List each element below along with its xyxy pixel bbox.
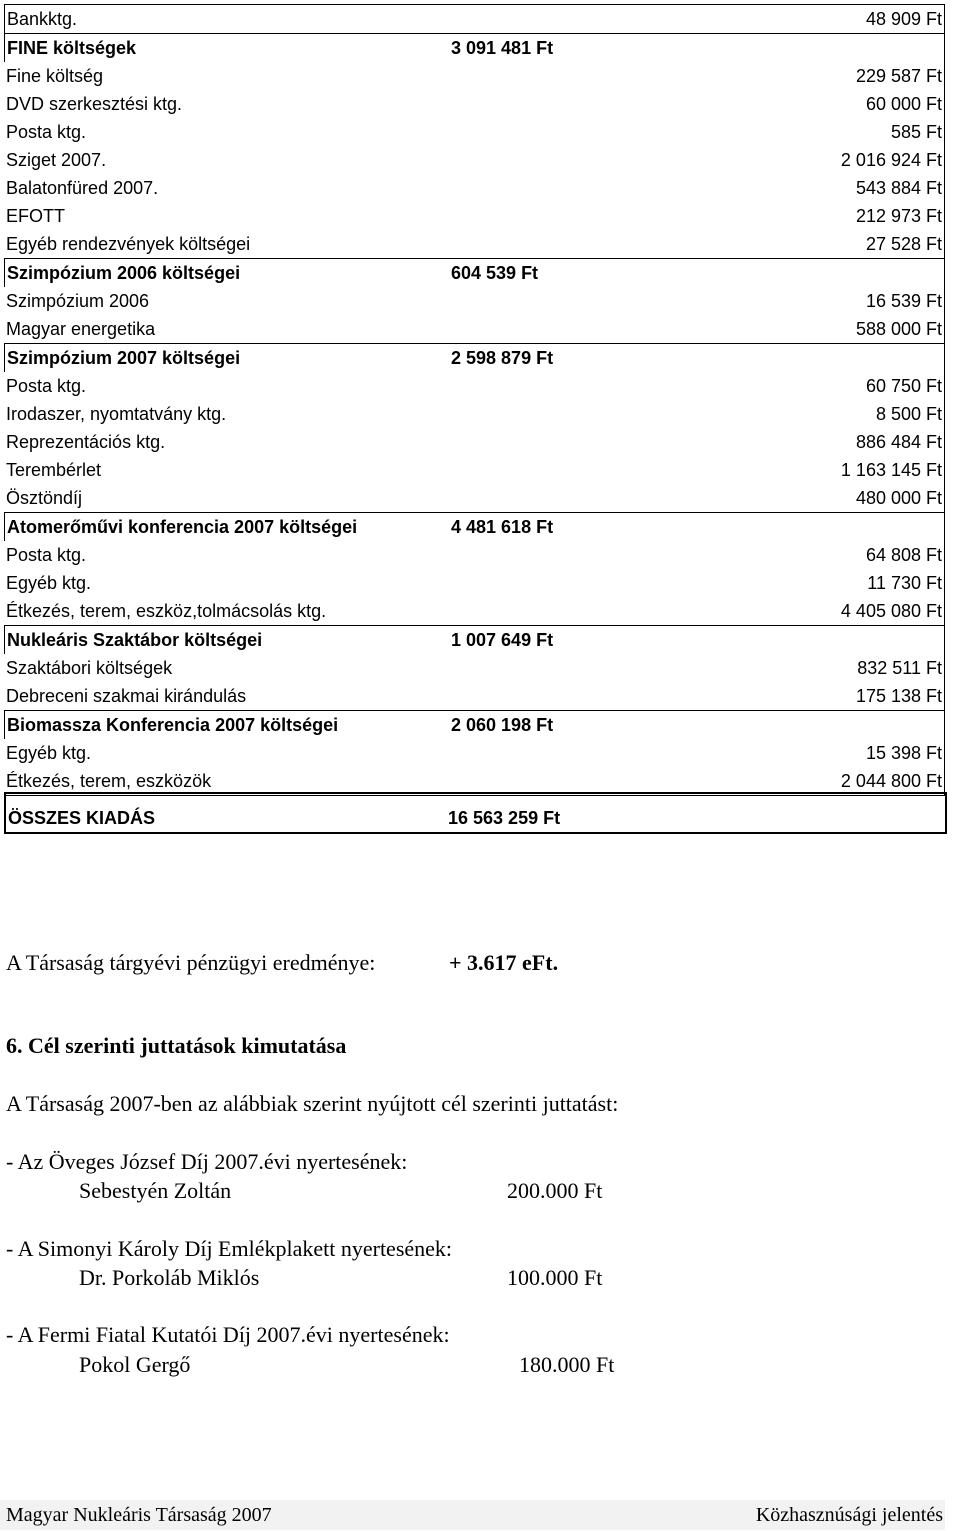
award-winner: Pokol Gergő [79,1352,191,1377]
row-label: Szimpózium 2006 [6,291,150,311]
row-label: DVD szerkesztési ktg. [6,94,183,114]
award-winner: Sebestyén Zoltán [79,1178,232,1203]
row-amount: 886 484 Ft [855,432,942,452]
table-row [4,90,945,118]
total-label: ÖSSZES KIADÁS [8,808,156,828]
row-label: Fine költség [6,66,104,86]
footer-report-title: Közhasznúsági jelentés [755,1504,943,1526]
row-label: Terembérlet [6,460,102,480]
table-row [4,287,945,315]
row-amount: 175 138 Ft [855,686,942,706]
row-amount: 27 528 Ft [865,234,942,254]
row-label: Magyar energetika [6,319,156,339]
award-amount: 200.000 Ft [507,1178,603,1203]
group-header-row [4,512,945,541]
table-row [4,174,945,202]
table-row [4,146,945,174]
table-row [4,541,945,569]
row-label: Balatonfüred 2007. [6,178,159,198]
footer-organization: Magyar Nukleáris Társaság 2007 [6,1504,272,1526]
table-row [4,682,945,710]
table-row [4,484,945,512]
table-row [4,400,945,428]
section-intro: A Társaság 2007-ben az alábbiak szerint nyújtott cél szerinti juttatást: [6,1091,619,1116]
page-footer [0,1500,945,1530]
row-label: Posta ktg. [6,376,87,396]
row-amount: 64 808 Ft [865,545,942,565]
group-subtotal: 4 481 618 Ft [451,517,554,537]
table-row [4,654,945,682]
table-row [4,372,945,400]
group-label: Nukleáris Szaktábor költségei [7,630,263,650]
award-title: - A Simonyi Károly Díj Emlékplakett nyertesének: [6,1236,453,1261]
row-label: Posta ktg. [6,122,87,142]
group-header-row [4,343,945,372]
award-amount: 180.000 Ft [519,1352,615,1377]
row-amount: 543 884 Ft [855,178,942,198]
table-row [4,62,945,90]
row-amount: 2 016 924 Ft [840,150,942,170]
row-amount: 2 044 800 Ft [840,771,942,791]
group-label: Szimpózium 2007 költségei [7,348,241,368]
row-amount: 16 539 Ft [865,291,942,311]
row-label: Szaktábori költségek [6,658,173,678]
group-subtotal: 2 060 198 Ft [451,715,554,735]
row-amount: 1 163 145 Ft [840,460,942,480]
row-amount: 229 587 Ft [855,66,942,86]
row-label: Reprezentációs ktg. [6,432,166,452]
table-row [4,202,945,230]
table-row [4,315,945,343]
row-label: EFOTT [6,206,65,226]
row-label: Ösztöndíj [6,488,83,508]
row-amount: 588 000 Ft [855,319,942,339]
table-row [4,230,945,258]
row-amount: 480 000 Ft [855,488,942,508]
group-header-row [4,258,945,287]
table-row [4,739,945,767]
row-label: Sziget 2007. [6,150,107,170]
group-label: Szimpózium 2006 költségei [7,263,241,283]
award-title: - Az Öveges József Díj 2007.évi nyertesének: [6,1149,408,1174]
row-label: Irodaszer, nyomtatvány ktg. [6,404,227,424]
row-label: Bankktg. [7,9,78,29]
group-subtotal: 604 539 Ft [451,263,539,283]
row-amount: 11 730 Ft [867,573,942,593]
row-amount: 212 973 Ft [855,206,942,226]
table-row [4,456,945,484]
table-row [4,569,945,597]
row-label: Étkezés, terem, eszköz,tolmácsolás ktg. [6,601,327,621]
row-amount: 8 500 Ft [875,404,942,424]
row-amount: 48 909 Ft [865,9,942,29]
group-label: Biomassza Konferencia 2007 költségei [7,715,339,735]
row-label: Étkezés, terem, eszközök [6,771,212,791]
row-amount: 15 398 Ft [865,743,942,763]
table-row [4,118,945,146]
row-amount: 60 000 Ft [865,94,942,114]
section-heading: 6. Cél szerinti juttatások kimutatása [6,1033,347,1058]
group-header-row [4,710,945,739]
row-amount: 585 Ft [890,122,942,142]
row-amount: 60 750 Ft [865,376,942,396]
table-row [4,597,945,625]
group-subtotal: 2 598 879 Ft [451,348,554,368]
award-amount: 100.000 Ft [507,1265,603,1290]
table-row [4,428,945,456]
award-title: - A Fermi Fiatal Kutatói Díj 2007.évi nyertesének: [6,1322,450,1347]
group-label: Atomerőművi konferencia 2007 költségei [7,517,358,537]
expense-table [4,4,945,796]
group-header-row [4,625,945,654]
group-header-row [4,33,945,62]
row-label: Posta ktg. [6,545,87,565]
total-value: 16 563 259 Ft [448,808,561,828]
group-subtotal: 1 007 649 Ft [451,630,554,650]
award-winner: Dr. Porkoláb Miklós [79,1265,260,1290]
row-label: Debreceni szakmai kirándulás [6,686,247,706]
financial-result-label: A Társaság tárgyévi pénzügyi eredménye: [6,950,376,975]
row-amount: 832 511 Ft [857,658,942,678]
row-label: Egyéb ktg. [6,573,92,593]
row-label: Egyéb ktg. [6,743,92,763]
financial-result-value: + 3.617 eFt. [449,950,559,975]
row-amount: 4 405 080 Ft [840,601,942,621]
total-expense-row [4,792,947,834]
row-label: Egyéb rendezvények költségei [6,234,251,254]
group-subtotal: 3 091 481 Ft [451,38,554,58]
table-row [4,4,945,33]
group-label: FINE költségek [7,38,137,58]
